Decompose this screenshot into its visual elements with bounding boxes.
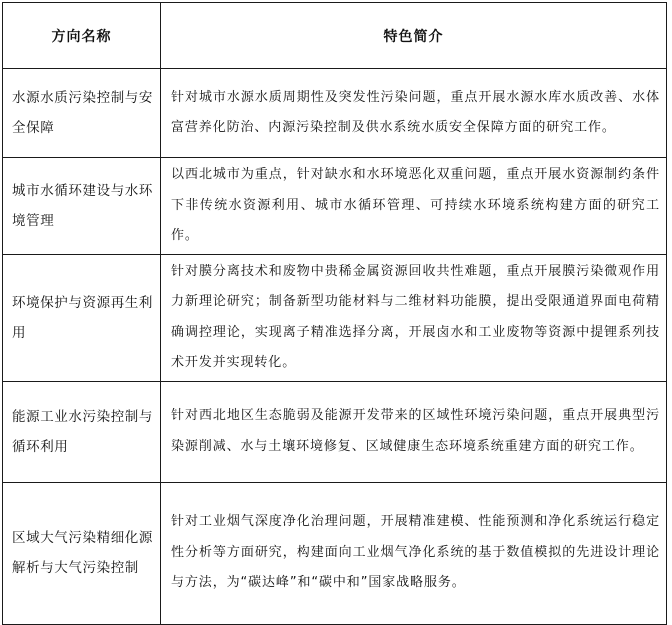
feature-intro-cell: 以西北城市为重点，针对缺水和水环境恶化双重问题，重点开展水资源制约条件下非传统水资源利用、城市水循环管理、可持续水环境系统构建方面的研究工作。 <box>161 158 667 255</box>
feature-intro-cell: 针对膜分离技术和废物中贵稀金属资源回收共性难题，重点开展膜污染微观作用力新理论研究；制备新型功能材料与二维材料功能膜，提出受限通道界面电荷精确调控理论，实现离子精准选择分离，开展卤水和工业废物等资源中提锂系列技术开发并实现转化。 <box>161 254 667 381</box>
feature-intro-cell: 针对工业烟气深度净化治理问题，开展精准建模、性能预测和净化系统运行稳定性分析等方面研究，构建面向工业烟气净化系统的基于数值模拟的先进设计理论与方法，为“碳达峰”和“碳中和”国家战略服务。 <box>161 482 667 624</box>
direction-name-cell: 环境保护与资源再生利用 <box>3 254 161 381</box>
direction-name-cell: 城市水循环建设与水环境管理 <box>3 158 161 255</box>
table-row <box>3 254 667 381</box>
research-directions-table <box>2 2 667 625</box>
table-row <box>3 69 667 158</box>
direction-name-cell: 区域大气污染精细化源解析与大气污染控制 <box>3 482 161 624</box>
feature-intro-cell: 针对城市水源水质周期性及突发性污染问题，重点开展水源水库水质改善、水体富营养化防治、内源污染控制及供水系统水质安全保障方面的研究工作。 <box>161 69 667 158</box>
header-feature-intro: 特色简介 <box>161 3 667 69</box>
direction-name-cell: 能源工业水污染控制与循环利用 <box>3 381 161 482</box>
feature-intro-cell: 针对西北地区生态脆弱及能源开发带来的区域性环境污染问题，重点开展典型污染源削减、水与土壤环境修复、区域健康生态环境系统重建方面的研究工作。 <box>161 381 667 482</box>
table-row <box>3 381 667 482</box>
header-direction-name: 方向名称 <box>3 3 161 69</box>
header-row <box>3 3 667 69</box>
table-row <box>3 482 667 624</box>
table-row <box>3 158 667 255</box>
direction-name-cell: 水源水质污染控制与安全保障 <box>3 69 161 158</box>
